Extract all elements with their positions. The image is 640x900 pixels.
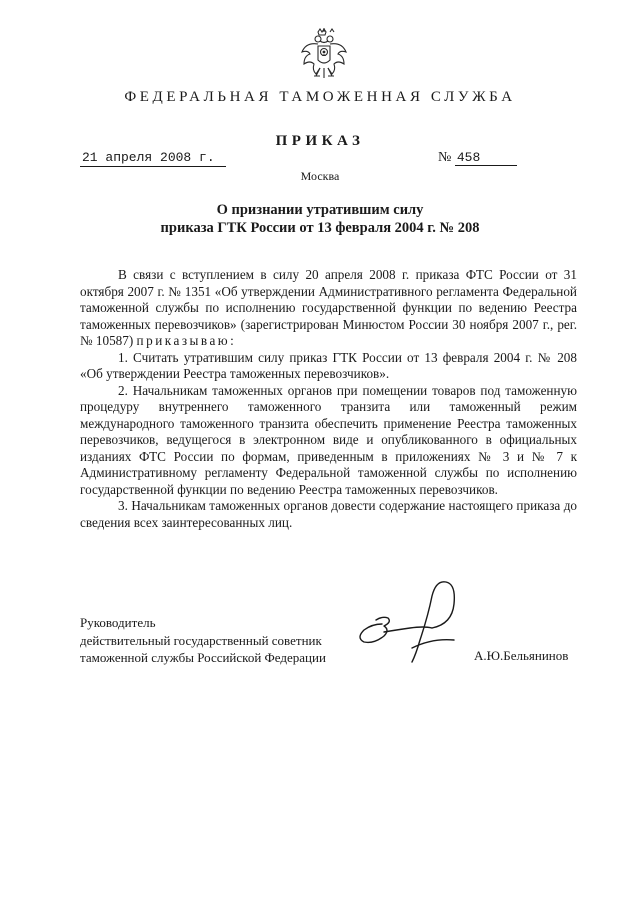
number-sign: № <box>438 150 452 165</box>
intro-paragraph <box>80 267 577 350</box>
title-line-2: приказа ГТК России от 13 февраля 2004 г. № 208 <box>160 220 480 236</box>
agency-name: ФЕДЕРАЛЬНАЯ ТАМОЖЕННАЯ СЛУЖБА <box>124 89 516 105</box>
signatory-line-3: таможенной службы Российской Федерации <box>80 650 326 665</box>
signatory-title <box>80 614 326 667</box>
signatory-line-1: Руководитель <box>80 615 156 630</box>
document-title <box>0 201 640 237</box>
item-1-paragraph: 1. Считать утратившим силу приказ ГТК России от 13 февраля 2004 г. № 208 «Об утверждении Реестра таможенных перевозчиков». <box>80 349 577 381</box>
city: Москва <box>300 169 340 183</box>
signatory-name: А.Ю.Бельянинов <box>474 648 569 663</box>
order-number: 458 <box>455 150 517 166</box>
command-word: приказываю: <box>136 333 237 348</box>
title-line-1: О признании утратившим силу <box>216 202 424 218</box>
item-3-paragraph: 3. Начальникам таможенных органов довести содержание настоящего приказа до сведения всех заинтересованных лиц. <box>80 498 577 530</box>
document-body <box>80 267 577 531</box>
order-date: 21 апреля 2008 г. <box>80 150 226 167</box>
signatory-line-2: действительный государственный советник <box>80 632 322 648</box>
eagle-emblem-icon <box>300 26 348 82</box>
order-number-block <box>438 150 517 166</box>
document-type: ПРИКАЗ <box>275 133 365 149</box>
intro-text: В связи с вступлением в силу 20 апреля 2008 г. приказа ФТС России от 31 октября 2007 г. № 1351 «Об утверждении Административного регламента Федеральной таможенной службы по исполнению государственной функции по ведению Реестра таможенных перевозчиков» (зарегистрирован Минюстом России 30 ноября 2007 г., рег. № 10587) <box>80 267 577 348</box>
item-2-paragraph: 2. Начальникам таможенных органов при помещении товаров под таможенную процедуру внутреннего таможенного транзита или таможенный режим международного таможенного транзита обеспечить применение Реестра таможенных перевозчиков, ведущегося в электронном виде и опубликованного в официальных изданиях ФТС России по формам, приведенным в приложениях № 3 и № 7 к Административному регламенту Федеральной таможенной службы по исполнению государственной функции по ведению Реестра таможенных перевозчиков. <box>80 382 577 497</box>
